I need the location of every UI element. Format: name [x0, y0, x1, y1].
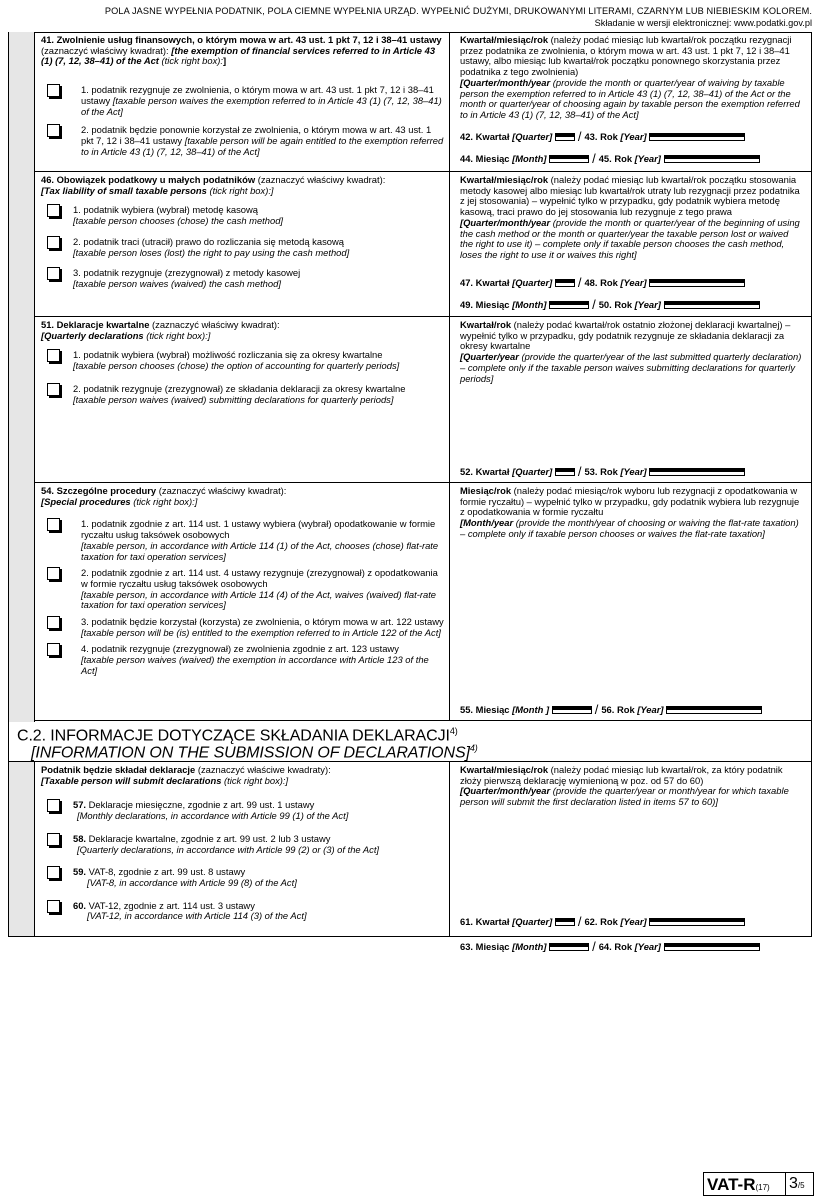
field-48-input[interactable]: [649, 279, 745, 287]
checkbox[interactable]: [47, 84, 60, 97]
form-footer: [703, 1172, 814, 1196]
field-63-input[interactable]: [549, 943, 589, 951]
section-c2-title-en: [INFORMATION ON THE SUBMISSION OF DECLARATIONS]$^{4)}$: [31, 743, 478, 762]
field-43-input[interactable]: [649, 133, 745, 141]
period-description: Kwartał/miesiąc/rok (należy podać miesiąc lub kwartał/rok początku rezygnacji przez podatnika ze zwolnienia, o którym mowa w art. 43 ust. 1 pkt 7, 12 i 38–41 ustawy, albo miesiąc lub kwartał/rok początku ponownego skorzystania przez podatnika z tego zwolnienia) [Quarter/month/year (provide the month or quarter/year of waiving by taxable person the exemption referred to in Article 43 (1) (7, 12, 38–41) of the Act or the month or quarter/year of choosing again by taxable person the exemption referred to in Article 43 (1) (7, 12, 38–41) of the Act]: [460, 34, 800, 120]
form-id: VAT-R(17): [704, 1173, 786, 1195]
option-60[interactable]: 60. VAT-12, zgodnie z art. 114 ust. 3 ustawy [VAT-12, in accordance with Article 114 (3) of the Act]: [41, 901, 445, 922]
field-54-title: 54. Szczególne procedury (zaznaczyć właściwy kwadrat): [Special procedures (tick right box):]: [41, 485, 287, 507]
field-44-45-line: 44. Miesiąc [Month] / 45. Rok [Year]: [460, 154, 805, 165]
field-41-options: [35, 32, 450, 171]
option-46-3[interactable]: 3. podatnik rezygnuje (zrezygnował) z metody kasowej [taxable person waives (waived) the cash method]: [41, 268, 445, 289]
checkbox[interactable]: [47, 124, 60, 137]
checkbox[interactable]: [47, 643, 60, 656]
checkbox[interactable]: [47, 267, 60, 280]
option-57[interactable]: 57. Deklaracje miesięczne, zgodnie z art. 99 ust. 1 ustawy [Monthly declarations, in accordance with Article 99 (1) of the Act]: [41, 800, 445, 821]
field-46-title: 46. Obowiązek podatkowy u małych podatników (zaznaczyć właściwy kwadrat): [Tax liability of small taxable persons (tick right box):]: [41, 174, 386, 196]
field-41-period: [450, 32, 811, 171]
field-61-input[interactable]: [555, 918, 575, 926]
section-c2-header: [9, 722, 811, 762]
option-58[interactable]: 58. Deklaracje kwartalne, zgodnie z art. 99 ust. 2 lub 3 ustawy [Quarterly declarations, in accordance with Article 99 (2) or (3) of the Act]: [41, 834, 445, 855]
period-description: Kwartał/rok (należy podać kwartał/rok ostatnio złożonej deklaracji kwartalnej) – wypełnić tylko w przypadku, gdy podatnik rezygnuje ze składania deklaracji za okresy kwartalne [Quarter/year (provide the quarter/year of the last submitted quarterly declaration) – complete only if the taxable person waives submitting declarations for quarterly periods]: [460, 319, 802, 384]
option-51-2[interactable]: 2. podatnik rezygnuje (zrezygnował) ze składania deklaracji za okresy kwartalne [taxable person waives (waived) submitting declarations for quarterly periods]: [41, 384, 445, 405]
option-51-1[interactable]: 1. podatnik wybiera (wybrał) możliwość rozliczania się za okresy kwartalne [taxable person chooses (chose) the option of accounting for quarterly periods]: [41, 350, 445, 371]
option-41-1[interactable]: 1. podatnik rezygnuje ze zwolnienia, o którym mowa w art. 43 ust. 1 pkt 7, 12 i 38–41 ustawy [taxable person waives the exemption referred to in Article 43 (1) (7, 12, 38–41) of the Act]: [41, 85, 445, 117]
checkbox[interactable]: [47, 204, 60, 217]
field-61-62-line: 61. Kwartał [Quarter] / 62. Rok [Year]: [460, 917, 805, 928]
checkbox[interactable]: [47, 567, 60, 580]
field-55-56-line: 55. Miesiąc [Month ] / 56. Rok [Year]: [460, 705, 805, 716]
field-50-input[interactable]: [664, 301, 760, 309]
option-46-2[interactable]: 2. podatnik traci (utracił) prawo do rozliczania się metodą kasową [taxable person loses (lost) the right to pay using the cash method]: [41, 237, 445, 258]
page-number: 3/5: [789, 1175, 805, 1192]
field-52-53-line: 52. Kwartał [Quarter] / 53. Rok [Year]: [460, 467, 805, 478]
field-46-period: [450, 172, 811, 316]
checkbox[interactable]: [47, 236, 60, 249]
field-62-input[interactable]: [649, 918, 745, 926]
option-41-2[interactable]: 2. podatnik będzie ponownie korzystał ze zwolnienia, o którym mowa w art. 43 ust. 1 pkt 7, 12 i 38–41 ustawy [taxable person will be again entitled to the exemption referred to in Article 43 (1) (7, 12, 38–41) of the Act]: [41, 125, 445, 157]
option-54-4[interactable]: 4. podatnik rezygnuje (zrezygnował) ze zwolnienia zgodnie z art. 123 ustawy [taxable person waives (waived) the exemption in accordance with Article 123 of the Act]: [41, 644, 445, 676]
section-c2-title: C.2. INFORMACJE DOTYCZĄCE SKŁADANIA DEKLARACJI$^{4)}$: [17, 726, 458, 745]
field-54-period: [450, 483, 811, 720]
field-51-title: 51. Deklaracje kwartalne (zaznaczyć właściwy kwadrat): [Quarterly declarations (tick right box):]: [41, 319, 280, 341]
checkbox[interactable]: [47, 518, 60, 531]
checkbox[interactable]: [47, 900, 60, 913]
field-57-60-row: [35, 762, 811, 954]
field-56-input[interactable]: [666, 706, 762, 714]
checkbox[interactable]: [47, 383, 60, 396]
checkbox[interactable]: [47, 866, 60, 879]
checkbox[interactable]: [47, 349, 60, 362]
field-54-row: [35, 483, 811, 721]
form-section-c: [8, 32, 812, 954]
field-49-input[interactable]: [549, 301, 589, 309]
field-53-input[interactable]: [649, 468, 745, 476]
field-64-input[interactable]: [664, 943, 760, 951]
field-57-60-period: [450, 762, 811, 954]
period-description: Miesiąc/rok (należy podać miesiąc/rok wyboru lub rezygnacji z opodatkowania w formie ryczałtu) – wypełnić tylko w przypadku, gdy podatnik wybiera lub rezygnuje z opodatkowania w formie ryczałtu [Month/year (provide the month/year of choosing or waiving the flat-rate taxation) – complete only if taxable person chooses or waives the flat-rate taxation]: [460, 485, 800, 539]
field-46-options: [35, 172, 450, 316]
field-49-50-line: 49. Miesiąc [Month] / 50. Rok [Year]: [460, 300, 805, 311]
field-42-input[interactable]: [555, 133, 575, 141]
declarations-title: Podatnik będzie składał deklaracje (zaznaczyć właściwe kwadraty): [Taxable person will submit declarations (tick right box):]: [41, 764, 331, 786]
field-57-60-options: [35, 762, 450, 937]
field-51-period: [450, 317, 811, 482]
field-41-title: 41. Zwolnienie usług finansowych, o którym mowa w art. 43 ust. 1 pkt 7, 12 i 38–41 ustawy (zaznaczyć właściwy kwadrat): [the exemption of financial services referred to in Article 43 (1) (7, 12, 38–41) of the Act (tick right box):]: [41, 34, 442, 67]
instructions-header: POLA JASNE WYPEŁNIA PODATNIK, POLA CIEMNE WYPEŁNIA URZĄD. WYPEŁNIĆ DUŻYMI, DRUKOWANYMI LITERAMI, CZARNYM LUB NIEBIESKIM KOLOREM.: [104, 6, 812, 16]
option-54-3[interactable]: 3. podatnik będzie korzystał (korzysta) ze zwolnienia, o którym mowa w art. 122 ustawy [taxable person will be (is) entitled to the exemption referred to in Article 122 of the Act]: [41, 617, 445, 638]
field-55-input[interactable]: [552, 706, 592, 714]
field-44-input[interactable]: [549, 155, 589, 163]
field-47-input[interactable]: [555, 279, 575, 287]
field-63-64-line: 63. Miesiąc [Month] / 64. Rok [Year]: [460, 942, 805, 953]
option-46-1[interactable]: 1. podatnik wybiera (wybrał) metodę kasową [taxable person chooses (chose) the cash method]: [41, 205, 445, 226]
field-42-43-line: 42. Kwartał [Quarter] / 43. Rok [Year]: [460, 132, 805, 143]
field-51-row: [35, 317, 811, 483]
checkbox[interactable]: [47, 833, 60, 846]
field-52-input[interactable]: [555, 468, 575, 476]
period-description: Kwartał/miesiąc/rok (należy podać miesiąc lub kwartał/rok początku stosowania metody kasowej albo miesiąc lub kwartał/rok utraty lub rezygnacji przez podatnika z jej stosowania) – wypełnić tylko w przypadku, gdy podatnik wybiera metodę kasową, traci prawo do jej stosowania lub rezygnuje z tego prawa [Quarter/month/year (provide the month or quarter/year of the beginning of using the cash method or the month or quarter/year the taxable person lost or waived the right to use it) – complete only if taxable person chooses the cash method, loses the right to use it or waives this right]: [460, 174, 800, 260]
field-54-options: [35, 483, 450, 720]
field-51-options: [35, 317, 450, 482]
option-59[interactable]: 59. VAT-8, zgodnie z art. 99 ust. 8 ustawy [VAT-8, in accordance with Article 99 (8) of the Act]: [41, 867, 445, 888]
checkbox[interactable]: [47, 799, 60, 812]
checkbox[interactable]: [47, 616, 60, 629]
option-54-2[interactable]: 2. podatnik zgodnie z art. 114 ust. 4 ustawy rezygnuje (zrezygnował) z opodatkowania w formie ryczałtu usług taksówek osobowych [taxable person, in accordance with Article 114 (4) of the Act, waives (waived) flat-rate taxation for taxi operation services]: [41, 568, 445, 611]
e-filing-note: Składanie w wersji elektronicznej: www.podatki.gov.pl: [594, 18, 812, 28]
field-46-row: [35, 172, 811, 317]
office-use-gutter: [9, 32, 35, 936]
field-45-input[interactable]: [664, 155, 760, 163]
field-47-48-line: 47. Kwartał [Quarter] / 48. Rok [Year]: [460, 278, 805, 289]
option-54-1[interactable]: 1. podatnik zgodnie z art. 114 ust. 1 ustawy wybiera (wybrał) opodatkowanie w formie ryczałtu usług taksówek osobowych [taxable person, in accordance with Article 114 (1) of the Act, chooses (chose) flat-rate taxation for taxi operation services]: [41, 519, 445, 562]
field-41-row: [35, 32, 811, 172]
period-description: Kwartał/miesiąc/rok (należy podać miesiąc lub kwartał/rok, za który podatnik złoży pierwszą deklarację wymienioną w poz. od 57 do 60) [Quarter/month/year (provide the quarter/year or month/year for which taxable person will submit the first declaration listed in items 57 to 60)]: [460, 764, 789, 808]
